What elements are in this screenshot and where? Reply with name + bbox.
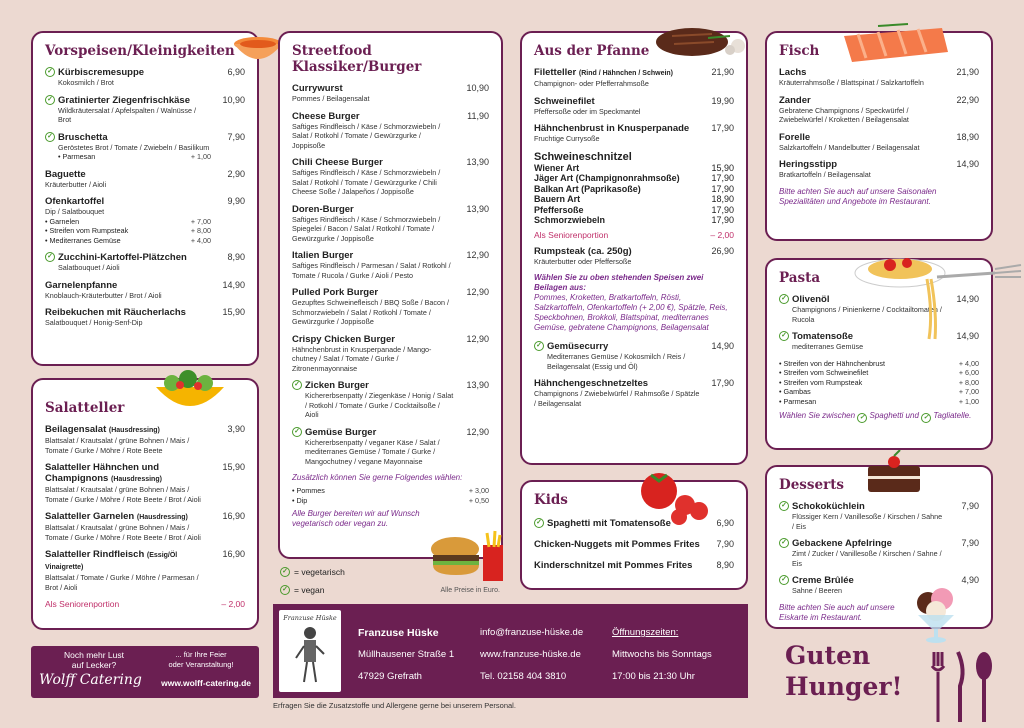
- kids-item: [534, 539, 734, 550]
- item-name: Lachs: [779, 67, 807, 78]
- item-name: Zucchini-Kartoffel-Plätzchen: [58, 252, 187, 263]
- kids-title: Kids: [534, 492, 568, 508]
- item-name: Beilagensalat (Hausdressing): [45, 424, 160, 435]
- desserts-list: [779, 501, 979, 596]
- item-price: 16,90: [222, 511, 245, 521]
- salat-item: [45, 511, 245, 542]
- item-name: Kinderschnitzel mit Pommes Frites: [534, 560, 693, 571]
- item-name: Chicken-Nuggets mit Pommes Frites: [534, 539, 700, 550]
- fisch-list: [779, 67, 979, 180]
- schnitzel-title: Schweineschnitzel: [534, 150, 632, 163]
- pasta-title: Pasta: [779, 270, 821, 286]
- opening-hours: 17:00 bis 21:30 Uhr: [612, 671, 695, 682]
- item-name: Hähnchengeschnetzeltes: [534, 378, 649, 389]
- vorspeisen-list: [45, 67, 245, 328]
- vegetarian-icon: ✓: [779, 575, 789, 585]
- item-name: Doren-Burger: [292, 203, 354, 215]
- item-name: Filetteller (Rind / Hähnchen / Schwein): [534, 67, 674, 78]
- item-name: Currywurst: [292, 83, 343, 94]
- streetfood-extras-note: Zusätzlich können Sie gerne Folgendes wählen:: [292, 473, 463, 482]
- restaurant-web[interactable]: www.franzuse-hüske.de: [480, 649, 581, 660]
- item-price: 4,90: [961, 575, 979, 585]
- restaurant-city: 47929 Grefrath: [358, 671, 422, 682]
- extra-option: • Streifen von der Hähnchenbrust + 4,00: [779, 358, 979, 368]
- pasta-choice: Wählen Sie zwischen ✓ Spaghetti und ✓ Tagliatelle.: [779, 411, 972, 421]
- opening-days: Mittwochs bis Sonntags: [612, 649, 712, 660]
- item-desc: Salatbouquet / Aioli: [58, 263, 120, 272]
- vorspeisen-title: Vorspeisen/Kleinigkeiten: [45, 43, 235, 59]
- item-name: Hähnchenbrust in Knusperpanade: [534, 123, 690, 134]
- item-price: 8,90: [227, 252, 245, 262]
- item-name: Tomatensoße: [792, 331, 854, 342]
- salat-senior: Als Seniorenportion – 2,00: [45, 599, 245, 609]
- man-figure-icon: [290, 624, 330, 686]
- item-price: 12,90: [466, 287, 489, 297]
- schnitzel-variant: Bauern Art 18,90: [534, 194, 734, 204]
- item-desc: Blattsalat / Tomate / Gurke / Möhre / Parmesan / Brot / Aioli: [45, 573, 199, 592]
- schnitzel-variant: Schmorzwiebeln 17,90: [534, 215, 734, 225]
- slogan: Guten Hunger!: [785, 641, 903, 701]
- item-desc: Mediterranes Gemüse / Kokosmilch / Reis / Beilagensalat (Essig und Öl): [547, 352, 686, 371]
- item-desc: Hähnchenbrust in Knusperpanade / Mango-chutney / Salat / Tomate / Gurke / Zitronenmayonnaise: [292, 344, 432, 373]
- streetfood-item: [292, 427, 489, 467]
- item-name: Olivenöl: [792, 294, 830, 305]
- salat-item: [45, 424, 245, 455]
- item-desc: Champignons / Pinienkerne / Cocktailtomaten / Rucola: [792, 305, 942, 324]
- streetfood-item: [292, 157, 489, 197]
- spaghetti-plate-icon: [845, 243, 1024, 348]
- pfanne-title: Aus der Pfanne: [534, 43, 650, 59]
- vegetarian-icon: ✓: [779, 331, 789, 341]
- item-desc: Saftiges Rindfleisch / Käse / Schmorzwiebeln / Salat / Rotkohl / Tomate / Gewürzgurke / Joppisoße: [292, 121, 441, 150]
- streetfood-extras: [292, 486, 489, 505]
- item-price: 15,90: [222, 462, 245, 472]
- wolff-logo: Wolff Catering: [39, 672, 142, 688]
- vorspeise-item: [45, 95, 245, 125]
- kids-item: [534, 560, 734, 571]
- item-price: 14,90: [956, 294, 979, 304]
- extra-option: • Pommes + 3,00: [292, 486, 489, 495]
- item-name: Reibekuchen mit Räucherlachs: [45, 307, 186, 318]
- item-name: Gemüse Burger: [305, 426, 377, 438]
- dessert-item: [779, 538, 979, 568]
- vegan-icon: ✓: [280, 585, 290, 595]
- item-desc: Sahne / Beeren: [792, 586, 842, 595]
- extra-option: • Parmesan + 1,00: [779, 396, 979, 406]
- item-price: 10,90: [466, 83, 489, 93]
- pasta-extras: [779, 359, 979, 407]
- vorspeise-item: [45, 132, 245, 162]
- item-name: Pulled Pork Burger: [292, 287, 379, 298]
- item-desc: Salatbouquet / Honig-Senf-Dip: [45, 318, 143, 327]
- info-bar: [273, 604, 748, 698]
- pfanne-item: [534, 378, 734, 408]
- item-desc: Zimt / Zucker / Vanillesoße / Kirschen / Sahne / Eis: [792, 549, 942, 568]
- item-desc: Blattsalat / Krautsalat / grüne Bohnen / Mais / Tomate / Gurke / Möhre / Rote Beete / Brot / Aioli: [45, 523, 201, 542]
- item-desc: Wildkräutersalat / Apfelspalten / Walnüsse / Brot: [58, 105, 196, 124]
- item-price: 9,90: [227, 196, 245, 206]
- item-desc: Blattsalat / Krautsalat / grüne Bohnen / Mais / Tomate / Gurke / Möhre / Rote Beete / Brot / Aioli: [45, 485, 201, 504]
- schnitzel-variant: Balkan Art (Paprikasoße) 17,90: [534, 183, 734, 194]
- item-price: 14,90: [222, 279, 245, 290]
- item-price: 17,90: [711, 123, 734, 133]
- salat-item: [45, 462, 245, 504]
- restaurant-email[interactable]: info@franzuse-hüske.de: [480, 627, 584, 638]
- vegetarian-icon: ✓: [45, 67, 55, 77]
- streetfood-title: Streetfood Klassiker/Burger: [292, 43, 422, 75]
- ice-cream-icon: [910, 585, 962, 650]
- item-price: 8,90: [716, 560, 734, 570]
- item-desc: Saftiges Rindfleisch / Käse / Schmorzwiebeln / Spiegelei / Bacon / Salat / Rotkohl / Tomate / Gewürzgurke / Joppisoße: [292, 214, 441, 243]
- item-desc: Fruchtige Currysoße: [534, 134, 600, 143]
- vegetarian-icon: ✓: [779, 294, 789, 304]
- item-name: Gebackene Apfelringe: [792, 538, 892, 549]
- item-name: Gratinierter Ziegenfrischkäse: [58, 94, 190, 106]
- streetfood-item: [292, 334, 489, 374]
- streetfood-item: [292, 204, 489, 244]
- beilagen-note: Wählen Sie zu oben stehenden Speisen zwei Beilagen aus: Pommes, Kroketten, Bratkartoffeln, Rösti, Salzkartoffeln, Ofenkartoffeln (+ 2,00 €), Spätzle, Reis, Speckbohnen, Brokkoli, Blattspinat, mediterranes Gemüse, gebratene Champignons, Beilagensalat: [534, 273, 728, 332]
- item-price: 12,90: [466, 426, 489, 437]
- pfanne-card: [520, 31, 748, 465]
- pfanne-list: [534, 67, 734, 144]
- item-price: 7,90: [716, 539, 734, 549]
- item-price: 15,90: [222, 307, 245, 317]
- vorspeise-item: [45, 169, 245, 190]
- item-price: 14,90: [956, 331, 979, 341]
- item-price: 16,90: [222, 549, 245, 559]
- vorspeise-item: [45, 307, 245, 328]
- item-price: 3,90: [227, 424, 245, 434]
- item-desc: Salzkartoffeln / Mandelbutter / Beilagensalat: [779, 142, 920, 152]
- item-name: Forelle: [779, 131, 811, 143]
- salat-item: [45, 549, 245, 592]
- item-desc: Pommes / Beilagensalat: [292, 94, 370, 103]
- item-name: Cheese Burger: [292, 110, 360, 122]
- fisch-item: [779, 95, 979, 125]
- item-name: Salatteller Hähnchen und Champignons (Hausdressing): [45, 462, 162, 484]
- item-name: Zander: [779, 94, 811, 106]
- streetfood-item: [292, 287, 489, 327]
- vorspeise-item: [45, 280, 245, 301]
- legend: ✓ = vegetarisch ✓ = vegan Alle Preise in Euro.: [280, 567, 500, 595]
- fisch-note: Bitte achten Sie auch auf unsere Saisonalen Spezialitäten und Angebote im Restaurant.: [779, 186, 937, 206]
- item-price: 7,90: [227, 131, 245, 142]
- item-price: 14,90: [956, 159, 979, 169]
- item-desc: Knoblauch-Kräuterbutter / Brot / Aioli: [45, 290, 162, 300]
- item-price: 13,90: [466, 157, 489, 167]
- item-desc: Kräuterbutter / Aioli: [45, 179, 107, 189]
- tomato-icon: [635, 467, 715, 532]
- vegetarian-icon: ✓: [534, 518, 544, 528]
- item-name: Zicken Burger: [305, 380, 369, 391]
- item-price: 6,90: [227, 67, 245, 77]
- allergen-note: Erfragen Sie die Zusatzstoffe und Allergene gerne bei unserem Personal.: [273, 701, 516, 710]
- item-desc: mediterranes Gemüse: [792, 342, 864, 351]
- dessert-item: [779, 501, 979, 531]
- item-price: 12,90: [466, 250, 489, 260]
- item-name: Kürbiscremesuppe: [58, 67, 145, 78]
- item-name: Schokoküchlein: [792, 501, 865, 512]
- item-name: Heringsstipp: [779, 159, 838, 170]
- vegetarian-icon: ✓: [779, 501, 789, 511]
- streetfood-item: [292, 111, 489, 151]
- item-price: 10,90: [222, 94, 245, 105]
- restaurant-name: Franzuse Hüske: [358, 627, 439, 639]
- tagliatelle-vegan-icon: ✓: [921, 413, 931, 423]
- pfanne-item: [534, 123, 734, 144]
- cutlery-icon: [928, 650, 998, 728]
- streetfood-vegan-note: Alle Burger bereiten wir auf Wunsch vegetarisch oder vegan zu.: [292, 509, 420, 528]
- vegetarian-icon: ✓: [292, 380, 302, 390]
- opening-hours-title: Öffnungszeiten:: [612, 627, 679, 638]
- item-price: 12,90: [466, 333, 489, 344]
- extra-option: • Gambas + 7,00: [779, 387, 979, 396]
- item-desc: Saftiges Rindfleisch / Parmesan / Salat / Rotkohl / Tomate / Rucola / Gurke / Aioli / Pesto: [292, 261, 451, 280]
- streetfood-item: [292, 250, 489, 280]
- vegetarian-icon: ✓: [280, 567, 290, 577]
- item-desc: Geröstetes Brot / Tomate / Zwiebeln / Basilikum: [58, 142, 210, 152]
- pfanne-senior: Als Seniorenportion – 2,00: [534, 229, 734, 240]
- vegetarian-icon: ✓: [45, 95, 55, 105]
- schnitzel-variant: Jäger Art (Champignonrahmsoße) 17,90: [534, 173, 734, 183]
- item-price: 21,90: [711, 67, 734, 77]
- pfanne-list2: [534, 341, 734, 408]
- item-price: 22,90: [956, 94, 979, 105]
- extra-option: • Streifen vom Rumpsteak + 8,00: [779, 377, 979, 387]
- item-price: 6,90: [716, 518, 734, 528]
- item-name: Bruschetta: [58, 131, 108, 143]
- restaurant-street: Müllhausener Straße 1: [358, 649, 455, 660]
- item-name: Schweinefilet: [534, 95, 595, 107]
- item-desc: Dip / Salatbouquet: [45, 207, 105, 216]
- item-name: Crispy Chicken Burger: [292, 333, 395, 345]
- rumpsteak-item: Rumpsteak (ca. 250g) Kräuterbutter oder Pfeffersoße 26,90: [534, 245, 734, 266]
- item-name: Italien Burger: [292, 250, 354, 261]
- item-desc: Bratkartoffeln / Beilagensalat: [779, 170, 871, 179]
- vegetarian-icon: ✓: [779, 538, 789, 548]
- item-name: Gemüsecurry: [547, 341, 609, 352]
- item-desc: Kräuterrahmsoße / Blattspinat / Salzkartoffeln: [779, 78, 924, 87]
- item-price: 17,90: [711, 378, 734, 388]
- restaurant-logo: Franzuse Hüske: [279, 610, 341, 692]
- pfanne-item: [534, 341, 734, 371]
- fisch-item: [779, 132, 979, 153]
- item-price: 13,90: [466, 380, 489, 390]
- item-name: Garnelenpfanne: [45, 279, 118, 291]
- pfanne-item: [534, 67, 734, 89]
- streetfood-list: [292, 83, 489, 466]
- salad-bowl-icon: [150, 365, 230, 422]
- item-price: 19,90: [711, 95, 734, 106]
- item-extras: • Garnelen + 7,00 • Streifen vom Rumpsteak + 8,00 • Mediterranes Gemüse + 4,00: [45, 216, 211, 245]
- item-desc: Champignons / Zwiebelwürfel / Rahmsoße / Spätzle / Beilagensalat: [534, 389, 700, 408]
- item-desc: Kokosmilch / Brot: [58, 78, 114, 87]
- schnitzel-variant: Wiener Art 15,90: [534, 162, 734, 173]
- restaurant-tel[interactable]: Tel. 02158 404 3810: [480, 671, 567, 682]
- item-price: 18,90: [956, 131, 979, 142]
- vegetarian-icon: ✓: [534, 341, 544, 351]
- item-desc: Gezupftes Schweinefleisch / BBQ Soße / Bacon / Schmorzwiebeln / Salat / Rotkohl / Tomate / Gewürzgurke / Joppisoße: [292, 298, 450, 326]
- fisch-item: [779, 159, 979, 180]
- item-price: 7,90: [961, 501, 979, 511]
- streetfood-item: [292, 380, 489, 420]
- extra-option: • Dip + 0,50: [292, 495, 489, 505]
- salat-title: Salatteller: [45, 400, 125, 416]
- item-desc: Flüssiger Kern / Vanillesoße / Kirschen / Sahne / Eis: [792, 512, 943, 531]
- item-price: 14,90: [711, 341, 734, 351]
- vorspeise-item: [45, 196, 245, 245]
- item-name: Ofenkartoffel: [45, 196, 105, 207]
- extra-option: • Streifen vom Schweinefilet + 6,00: [779, 368, 979, 377]
- item-desc: Pfeffersoße oder im Speckmantel: [534, 106, 641, 116]
- item-desc: Gebratene Champignons / Speckwürfel / Zwiebelwürfel / Kroketten / Beilagensalat: [779, 105, 909, 124]
- salat-list: [45, 424, 245, 592]
- item-price: 2,90: [227, 168, 245, 179]
- item-desc: Blattsalat / Krautsalat / grüne Bohnen / Mais / Tomate / Gurke / Möhre / Rote Beete: [45, 436, 190, 455]
- streetfood-card: [278, 31, 503, 559]
- streetfood-item: [292, 83, 489, 104]
- item-name: Salatteller Garnelen (Hausdressing): [45, 511, 188, 522]
- desserts-title: Desserts: [779, 477, 845, 493]
- vegetarian-icon: ✓: [45, 252, 55, 262]
- desserts-note: Bitte achten Sie auch auf unsere Eiskarte im Restaurant.: [779, 602, 895, 622]
- item-extras: • Parmesan + 1,00: [58, 152, 211, 161]
- item-name: Creme Brûlée: [792, 575, 854, 586]
- item-desc: Saftiges Rindfleisch / Käse / Schmorzwiebeln / Salat / Rotkohl / Tomate / Gewürzgurke / Chili Cheese Soße / Jalapeños / Joppisoße: [292, 168, 441, 196]
- item-desc: Champignon- oder Pfefferrahmsoße: [534, 79, 649, 88]
- schnitzel-list: [534, 163, 734, 226]
- spaghetti-vegan-icon: ✓: [857, 413, 867, 423]
- item-name: Chili Cheese Burger: [292, 157, 383, 168]
- schnitzel-variant: Pfeffersoße 17,90: [534, 204, 734, 215]
- item-desc: Kichererbsenpatty / Ziegenkäse / Honig / Salat / Rotkohl / Tomate / Gurke / Cocktailsoße / Aioli: [305, 391, 454, 419]
- item-price: 21,90: [956, 67, 979, 77]
- cake-icon: [860, 450, 930, 501]
- vegetarian-icon: ✓: [45, 132, 55, 142]
- wolff-catering-banner: Noch mehr Lust auf Lecker? ... für Ihre Feier oder Veranstaltung! Wolff Catering www.wolff-catering.de: [31, 646, 259, 698]
- item-price: 13,90: [466, 203, 489, 214]
- item-price: 7,90: [961, 538, 979, 548]
- vorspeise-item: [45, 67, 245, 88]
- item-price: 11,90: [467, 110, 489, 121]
- item-name: Spaghetti mit Tomatensoße: [547, 518, 671, 529]
- item-name: Salatteller Rindfleisch (Essig/Öl Vinaigrette): [45, 549, 178, 571]
- salmon-icon: [838, 22, 952, 71]
- vegetarian-icon: ✓: [292, 427, 302, 437]
- item-name: Baguette: [45, 168, 86, 180]
- vorspeisen-card: [31, 31, 259, 366]
- steak-icon: [652, 22, 752, 67]
- fisch-title: Fisch: [779, 43, 820, 59]
- wolff-url[interactable]: www.wolff-catering.de: [161, 678, 251, 688]
- pfanne-item: [534, 96, 734, 117]
- vorspeise-item: [45, 252, 245, 273]
- item-desc: Kichererbsenpatty / veganer Käse / Salat / mediterranes Gemüse / Tomate / Gurke / Mangochutney / vegane Mayonnaise: [305, 437, 440, 466]
